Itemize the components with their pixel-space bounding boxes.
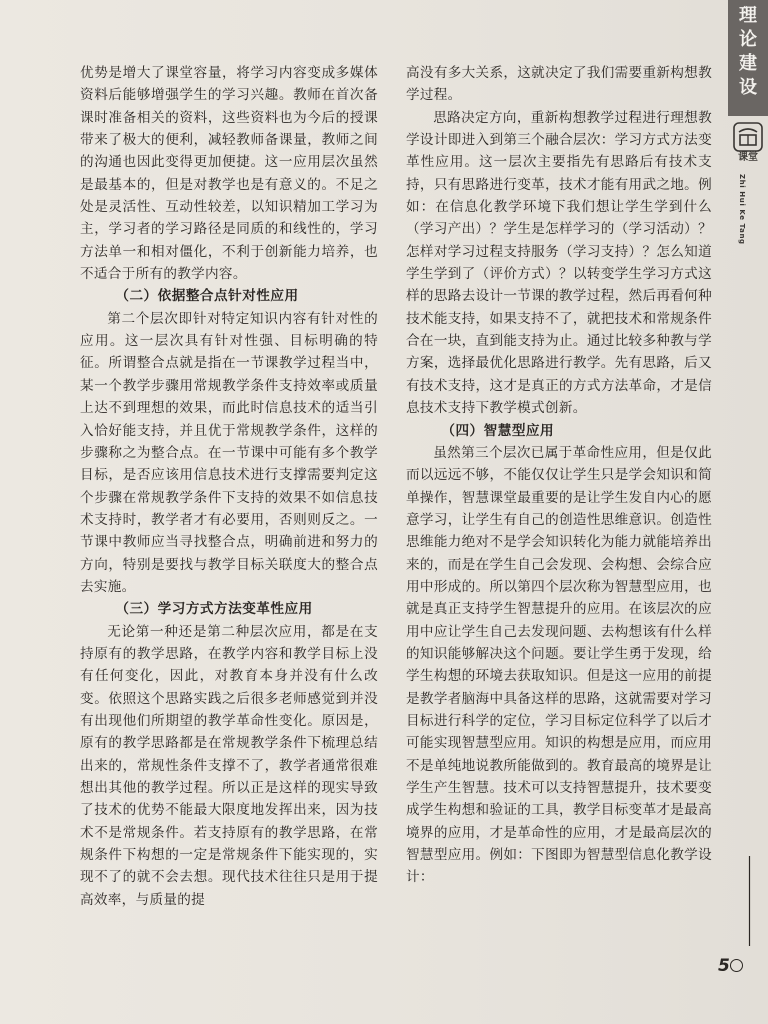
page-number-text: 5 — [718, 956, 730, 976]
brand-logo — [732, 122, 764, 166]
section-heading: （四）智慧型应用 — [441, 422, 555, 439]
section-heading: （三）学习方式方法变革性应用 — [115, 601, 313, 618]
body-paragraph: 虽然第三个层次已属于革命性应用，但是仅此而以远远不够，不能仅仅让学生只是学会知识和简单操作，智慧课堂最重要的是让学生发自内心的愿意学习，让学生有自己的创造性思维意识。创造性思维能力绝对不是学会知识转化为能力就能培养出来的，而是在学生自己会发现、会构想、会综合应用中形成的。所以第四个层次称为智慧型应用，也就是真正支持学生智慧提升的应用。在该层次的应用中应让学生自己去发现问题、去构想该有什么样的知识能够解决这个问题。要让学生勇于发现，给学生构想的环境去获取知识。但是这一应用的前提是教学者脑海中具备这样的思路，这就需要对学习目标进行科学的定位，学习目标定位科学了以后才可能实现智慧型应用。知识的构想是应用，而应用不是单纯地说教所能做到的。教育最高的境界是让学生产生智慧。技术可以支持智慧提升，技术要变成学生构想和验证的工具，教学目标变革才是最高境界的应用，才是革命性的应用，才是最高层次的智慧型应用。例如：下图即为智慧型信息化教学设计： — [406, 444, 712, 886]
section-title-box — [728, 0, 768, 116]
page-number — [718, 956, 758, 980]
body-paragraph: 无论第一种还是第二种层次应用，都是在支持原有的教学思路，在教学内容和教学目标上没有任何变化，因此，对教育本身并没有什么改变。依照这个思路实践之后很多老师感觉到并没有出现他们所期望的教学革命性变化。原因是，原有的教学思路都是在常规教学条件下梳理总结出来的，常规性条件支撑不了，教学者通常很难想出其他的教学过程。所以正是这样的现实导致了技术的优势不能最大限度地发挥出来，因为技术不是常规条件。若支持原有的教学思路，在常规条件下构想的一定是常规条件下能实现的，实现不了的就不会去想。现代技术往往只是用于提高效率，与质量的提 — [80, 623, 378, 908]
brand-pinyin-text: Zhi Hui Ke Tang — [738, 174, 746, 245]
body-paragraph: 第二个层次即针对特定知识内容有针对性的应用。这一层次具有针对性强、目标明确的特征。所谓整合点就是指在一节课教学过程当中，某一个教学步骤用常规教学条件支持效率或质量上达不到理想的效果，而此时信息技术的适当引入恰好能支持，并且优于常规教学条件，这样的步骤称之为整合点。在一节课中可能有多个教学目标，是否应该用信息技术进行支撑需要判定这个步骤在常规教学条件下支持的效果不如信息技术支持时，教学者才有必要用，否则则反之。一节课中教师应当寻找整合点，明确前进和努力的方向，特别是要找与教学目标关联度大的整合点去实施。 — [80, 310, 378, 595]
body-paragraph: 高没有多大关系，这就决定了我们需要重新构想教学过程。 — [406, 65, 712, 104]
brand-logo-icon — [733, 122, 763, 152]
section-title-char: 设 — [739, 77, 757, 98]
section-title-char: 论 — [739, 29, 757, 50]
section-title-char: 理 — [739, 5, 757, 26]
body-paragraph: 优势是增大了课堂容量，将学习内容变成多媒体资料后能够增强学生的学习兴趣。教师在首次备课时准备相关的资料，这些资料也为今后的授课带来了极大的便利，减轻教师备课量，教师之间的沟通也因此变得更加便捷。这一应用层次虽然是最基本的，但是对教学也是有意义的。不足之处是灵活性、互动性较差，以知识精加工学习为主，学习者的学习路径是同质的和线性的，学习方法单一和相对僵化，不利于创新能力培养，也不适合于所有的教学内容。 — [80, 65, 378, 283]
brand-logo-text: 课堂 — [738, 152, 758, 163]
section-title-char: 建 — [739, 53, 757, 74]
left-text-column — [80, 62, 378, 911]
brand-pinyin — [738, 174, 758, 254]
page-number-circle-icon — [730, 959, 743, 972]
body-paragraph: 思路决定方向，重新构想教学过程进行理想教学设计即进入到第三个融合层次：学习方式方法变革性应用。这一层次主要指先有思路后有技术支持，只有思路进行变革，技术才能有用武之地。例如：在信息化教学环境下我们想让学生学到什么（学习产出）？学生是怎样学习的（学习活动）？怎样对学习过程支持服务（学习支持）？怎么知道学生学到了（评价方式）？以转变学生学习方式这样的思路去设计一节课的教学过程，然后再看何种技术能支持，如果支持不了，就把技术和常规条件合在一块，直到能支持为止。通过比较多种教与学方案，选择最优化思路进行教学。先有思路，后又有技术支持，这才是真正的方式方法革命，才是信息技术支持下教学模式创新。 — [406, 109, 712, 417]
decorative-line — [748, 856, 751, 946]
section-sidebar — [728, 0, 768, 260]
section-heading: （二）依据整合点针对性应用 — [115, 288, 299, 305]
right-text-column — [406, 62, 712, 889]
